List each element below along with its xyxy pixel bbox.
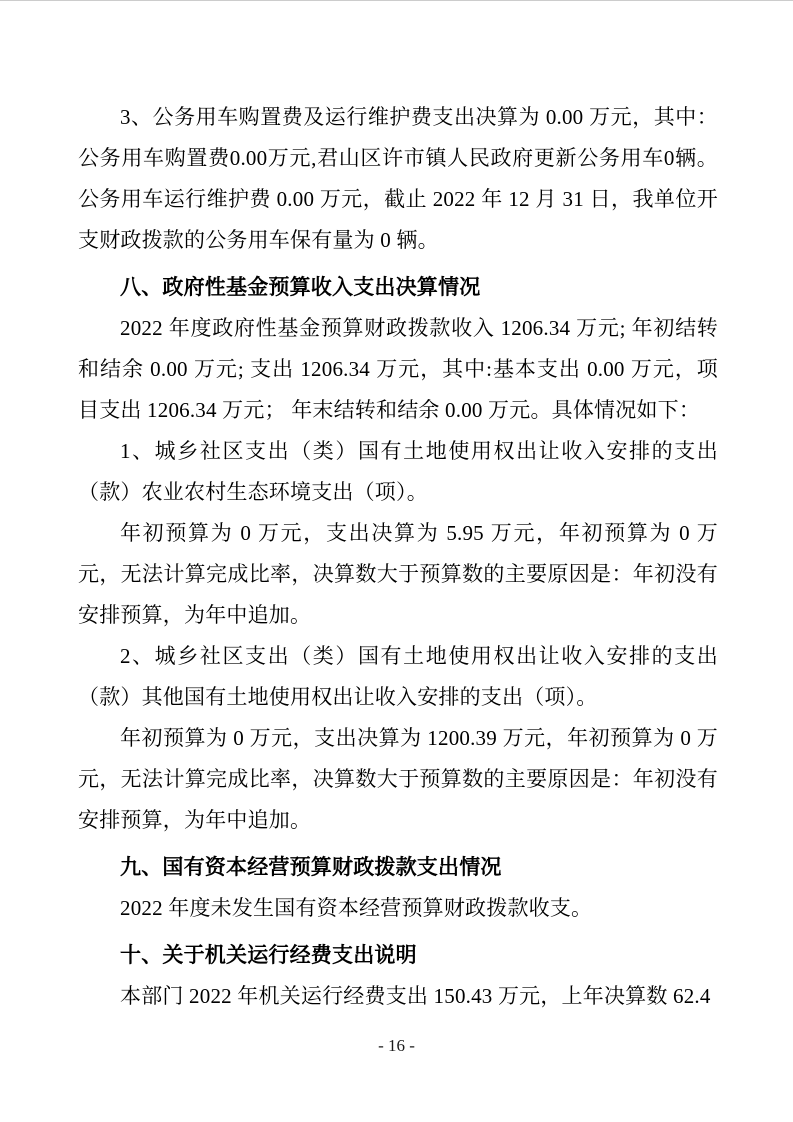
paragraph-state-capital-note: 2022 年度未发生国有资本经营预算财政拨款收支。 (120, 896, 593, 920)
page-number: - 16 - (378, 1036, 415, 1055)
paragraph-agency-operation-expense: 本部门 2022 年机关运行经费支出 150.43 万元，上年决算数 62.4 (120, 984, 711, 1008)
paragraph-item2-category: 2、城乡社区支出（类）国有土地使用权出让收入安排的支出（款）其他国有土地使用权出让收入安排的支出（项）。 (78, 644, 718, 709)
paragraph-item1-category: 1、城乡社区支出（类）国有土地使用权出让收入安排的支出（款）农业农村生态环境支出（项）。 (78, 439, 718, 504)
heading-section-eight-gov-fund-budget: 八、政府性基金预算收入支出决算情况 (120, 275, 481, 299)
paragraph-official-vehicle-expense: 3、公务用车购置费及运行维护费支出决算为 0.00 万元，其中：公务用车购置费0.00万元,君山区许市镇人民政府更新公务用车0辆。公务用车运行维护费 0.00 万元，截止 2022 年 12 月 31 日，我单位开支财政拨款的公务用车保有量为 0 辆。 (78, 105, 718, 252)
document-body (78, 97, 718, 1017)
page-top-edge (0, 0, 793, 1)
paragraph-item1-budget-detail: 年初预算为 0 万元，支出决算为 5.95 万元，年初预算为 0 万元，无法计算完成比率，决算数大于预算数的主要原因是：年初没有安排预算，为年中追加。 (78, 521, 718, 627)
heading-section-ten-agency-operation: 十、关于机关运行经费支出说明 (120, 943, 417, 967)
heading-section-nine-state-capital: 九、国有资本经营预算财政拨款支出情况 (120, 855, 502, 879)
paragraph-item2-budget-detail: 年初预算为 0 万元，支出决算为 1200.39 万元，年初预算为 0 万元，无法计算完成比率，决算数大于预算数的主要原因是：年初没有安排预算，为年中追加。 (78, 726, 718, 832)
paragraph-gov-fund-budget-summary: 2022 年度政府性基金预算财政拨款收入 1206.34 万元; 年初结转和结余 0.00 万元; 支出 1206.34 万元，其中:基本支出 0.00 万元，项目支出 1206.34 万元； 年末结转和结余 0.00 万元。具体情况如下： (78, 316, 718, 422)
